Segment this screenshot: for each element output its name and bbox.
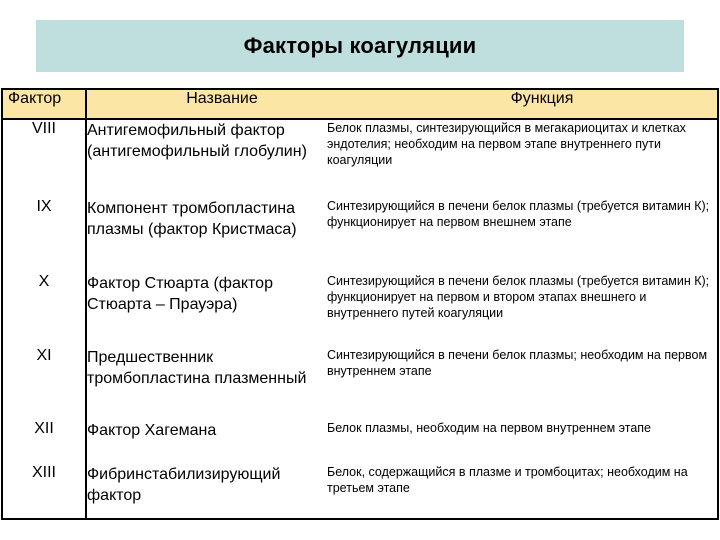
function-cell: Синтезирующийся в печени белок плазмы; необходим на первом внутреннем этапе: [327, 347, 718, 420]
name-cell: Фактор Стюарта (фактор Стюарта – Прауэра): [87, 275, 273, 313]
factor-cell: IX: [2, 198, 86, 273]
name-cell: Фибринстабилизирующий фактор: [86, 464, 327, 519]
function-cell: Белок, содержащийся в плазме и тромбоцитах; необходим на третьем этапе: [327, 464, 718, 519]
column-header-function: Функция: [327, 89, 718, 119]
function-cell: Синтезирующийся в печени белок плазмы (требуется витамин К); функционирует на первом и втором этапах внешнего и внутреннего путей коагуляции: [327, 273, 718, 347]
factor-cell: XII: [2, 420, 86, 464]
function-cell: Белок плазмы, необходим на первом внутреннем этапе: [327, 420, 718, 464]
page-title: Факторы коагуляции: [243, 33, 477, 58]
column-header-factor: Фактор: [2, 89, 86, 119]
name-cell: Компонент тромбопластина плазмы (фактор Кристмаса): [87, 200, 297, 238]
coagulation-factors-table: [1, 88, 719, 520]
name-cell: Фактор Хагемана: [87, 422, 217, 439]
table-row: [2, 273, 718, 347]
table-row: [2, 420, 718, 464]
function-cell: Белок плазмы, синтезирующийся в мегакариоцитах и клетках эндотелия; необходим на первом этапе внутреннего пути коагуляции: [327, 119, 718, 198]
title-banner: [36, 20, 684, 72]
factor-cell: XI: [2, 347, 86, 420]
table-row: [2, 198, 718, 273]
table-header-row: [2, 89, 718, 119]
function-cell: Синтезирующийся в печени белок плазмы (требуется витамин К); функционирует на первом внешнем этапе: [327, 198, 718, 273]
table-row: [2, 347, 718, 420]
table-row: [2, 464, 718, 519]
name-cell: Предшественник тромбопластина плазменный: [87, 349, 307, 387]
name-cell: Антигемофильный фактор (антигемофильный глобулин): [87, 122, 307, 160]
factor-cell: XIII: [2, 464, 86, 519]
factor-cell: VIII: [2, 119, 86, 198]
column-header-name: Название: [86, 89, 327, 119]
factor-cell: X: [2, 273, 86, 347]
table-row: [2, 119, 718, 198]
